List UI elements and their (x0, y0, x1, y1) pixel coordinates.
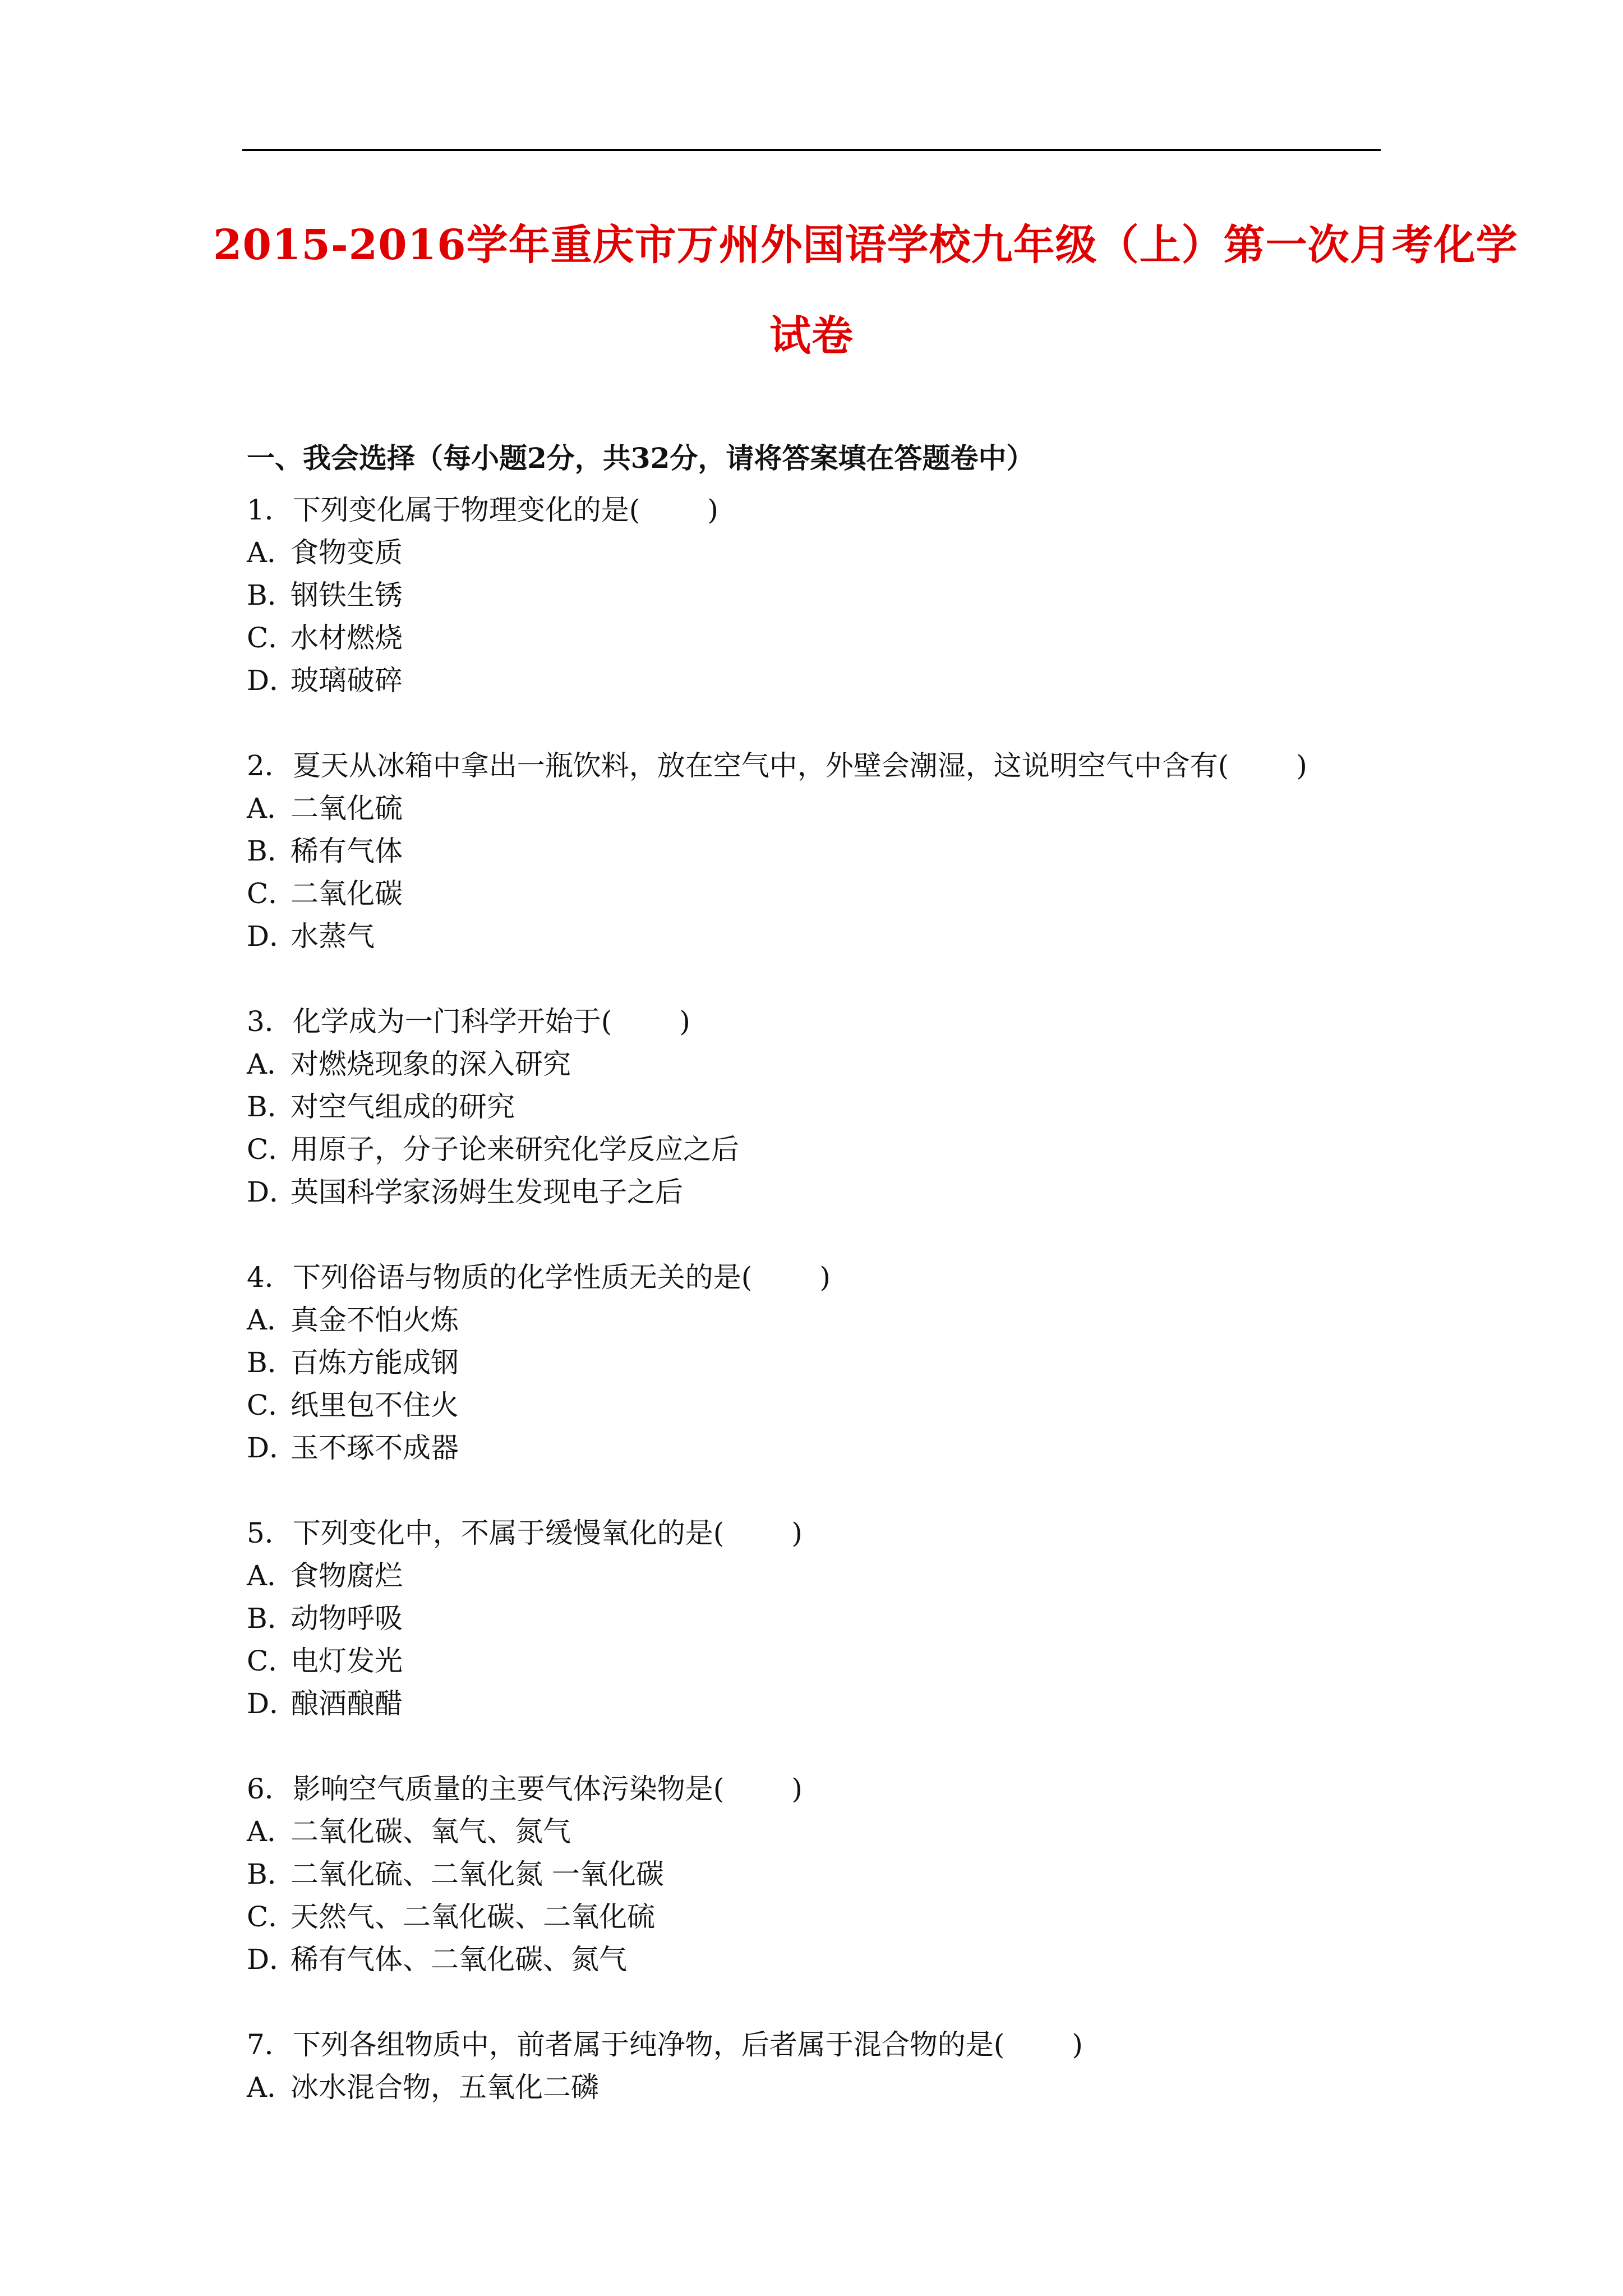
question-5 (247, 1512, 1368, 1725)
option-b (247, 1085, 1368, 1128)
close-paren: ) (679, 1005, 690, 1038)
option-text: 冰水混合物，五氧化二磷 (291, 2071, 599, 2104)
option-text: 二氧化硫 (291, 792, 403, 825)
option-letter: A． (247, 792, 296, 825)
option-text: 英国科学家汤姆生发现电子之后 (291, 1176, 683, 1208)
option-text: 纸里包不住火 (291, 1389, 459, 1421)
question-number: 2． (247, 749, 293, 782)
question-stem (247, 489, 1368, 531)
option-letter: B． (247, 579, 296, 611)
option-letter: A． (247, 1559, 296, 1592)
option-text: 稀有气体 (291, 835, 403, 867)
option-letter: C． (247, 1645, 297, 1677)
option-letter: C． (247, 877, 297, 910)
option-text: 百炼方能成钢 (291, 1346, 459, 1379)
option-letter: D． (247, 1943, 298, 1976)
question-number: 7． (247, 2028, 293, 2061)
option-letter: B． (247, 1602, 296, 1635)
option-text: 二氧化碳、氧气、氮气 (291, 1815, 571, 1848)
question-list (247, 489, 1368, 2151)
option-letter: C． (247, 1901, 297, 1933)
option-letter: D． (247, 1687, 298, 1720)
option-c (247, 1640, 1368, 1682)
question-stem (247, 744, 1368, 787)
option-b (247, 1853, 1368, 1895)
question-text: 化学成为一门科学开始于( (292, 1005, 612, 1038)
close-paren: ) (819, 1261, 831, 1294)
option-a (247, 1554, 1368, 1597)
page-title-continued: 试卷 (769, 312, 854, 360)
close-paren: ) (791, 1773, 803, 1805)
option-text: 食物腐烂 (291, 1559, 403, 1592)
option-text: 水材燃烧 (291, 622, 403, 654)
option-letter: C． (247, 622, 297, 654)
close-paren: ) (1296, 749, 1307, 782)
question-2 (247, 744, 1368, 958)
option-text: 稀有气体、二氧化碳、氮气 (291, 1943, 627, 1976)
option-text: 二氧化硫、二氧化氮 一氧化碳 (291, 1858, 664, 1890)
option-letter: B． (247, 1858, 296, 1890)
option-a (247, 1299, 1368, 1341)
question-stem (247, 1768, 1368, 1810)
question-number: 5． (247, 1517, 293, 1549)
option-b (247, 1597, 1368, 1640)
close-paren: ) (1072, 2028, 1083, 2061)
option-letter: C． (247, 1389, 297, 1421)
option-letter: D． (247, 1176, 298, 1208)
question-text: 夏天从冰箱中拿出一瓶饮料，放在空气中，外壁会潮湿，这说明空气中含有( (292, 749, 1229, 782)
close-paren: ) (707, 494, 718, 526)
option-text: 天然气、二氧化碳、二氧化硫 (291, 1901, 655, 1933)
question-text: 影响空气质量的主要气体污染物是( (292, 1773, 725, 1805)
option-c (247, 1384, 1368, 1427)
close-paren: ) (791, 1517, 803, 1549)
question-stem (247, 1000, 1368, 1043)
option-a (247, 531, 1368, 574)
option-d (247, 1171, 1368, 1213)
option-letter: A． (247, 1304, 296, 1336)
option-text: 玉不琢不成器 (291, 1432, 459, 1464)
question-4 (247, 1256, 1368, 1469)
question-number: 6． (247, 1773, 293, 1805)
question-text: 下列变化属于物理变化的是( (292, 494, 640, 526)
question-stem (247, 1256, 1368, 1299)
option-letter: A． (247, 536, 296, 569)
option-d (247, 1427, 1368, 1469)
option-letter: B． (247, 1346, 296, 1379)
option-a (247, 1810, 1368, 1853)
question-1 (247, 489, 1368, 702)
option-letter: D． (247, 920, 298, 953)
section-heading: 一、我会选择（每小题2分，共32分，请将答案填在答题卷中） (247, 441, 1035, 475)
option-letter: D． (247, 1432, 298, 1464)
option-letter: A． (247, 1815, 296, 1848)
option-c (247, 1128, 1368, 1171)
header-rule (242, 149, 1381, 151)
question-text: 下列变化中，不属于缓慢氧化的是( (292, 1517, 725, 1549)
question-text: 下列俗语与物质的化学性质无关的是( (292, 1261, 753, 1294)
question-7 (247, 2023, 1368, 2109)
option-text: 玻璃破碎 (291, 664, 403, 697)
option-text: 二氧化碳 (291, 877, 403, 910)
option-text: 钢铁生锈 (291, 579, 403, 611)
option-letter: A． (247, 1048, 296, 1080)
option-d (247, 1938, 1368, 1981)
option-d (247, 1682, 1368, 1725)
question-number: 1． (247, 494, 293, 526)
option-letter: A． (247, 2071, 296, 2104)
option-letter: B． (247, 835, 296, 867)
option-text: 用原子，分子论来研究化学反应之后 (291, 1133, 739, 1166)
option-letter: B． (247, 1091, 296, 1123)
option-d (247, 659, 1368, 702)
question-stem (247, 1512, 1368, 1554)
option-b (247, 1341, 1368, 1384)
option-c (247, 1895, 1368, 1938)
page-title: 2015-2016学年重庆市万州外国语学校九年级（上）第一次月考化学 (213, 221, 1518, 269)
option-letter: C． (247, 1133, 297, 1166)
option-text: 酿酒酿醋 (291, 1687, 403, 1720)
question-number: 3． (247, 1005, 293, 1038)
question-6 (247, 1768, 1368, 1981)
option-a (247, 2066, 1368, 2109)
option-d (247, 915, 1368, 958)
option-letter: D． (247, 664, 298, 697)
option-a (247, 1043, 1368, 1085)
option-c (247, 872, 1368, 915)
option-text: 动物呼吸 (291, 1602, 403, 1635)
option-b (247, 830, 1368, 872)
question-stem (247, 2023, 1368, 2066)
option-a (247, 787, 1368, 830)
option-text: 电灯发光 (291, 1645, 403, 1677)
question-3 (247, 1000, 1368, 1213)
option-b (247, 574, 1368, 616)
option-c (247, 616, 1368, 659)
question-text: 下列各组物质中，前者属于纯净物，后者属于混合物的是( (292, 2028, 1005, 2061)
option-text: 真金不怕火炼 (291, 1304, 459, 1336)
question-number: 4． (247, 1261, 293, 1294)
option-text: 水蒸气 (291, 920, 375, 953)
option-text: 对空气组成的研究 (291, 1091, 515, 1123)
option-text: 食物变质 (291, 536, 403, 569)
option-text: 对燃烧现象的深入研究 (291, 1048, 571, 1080)
